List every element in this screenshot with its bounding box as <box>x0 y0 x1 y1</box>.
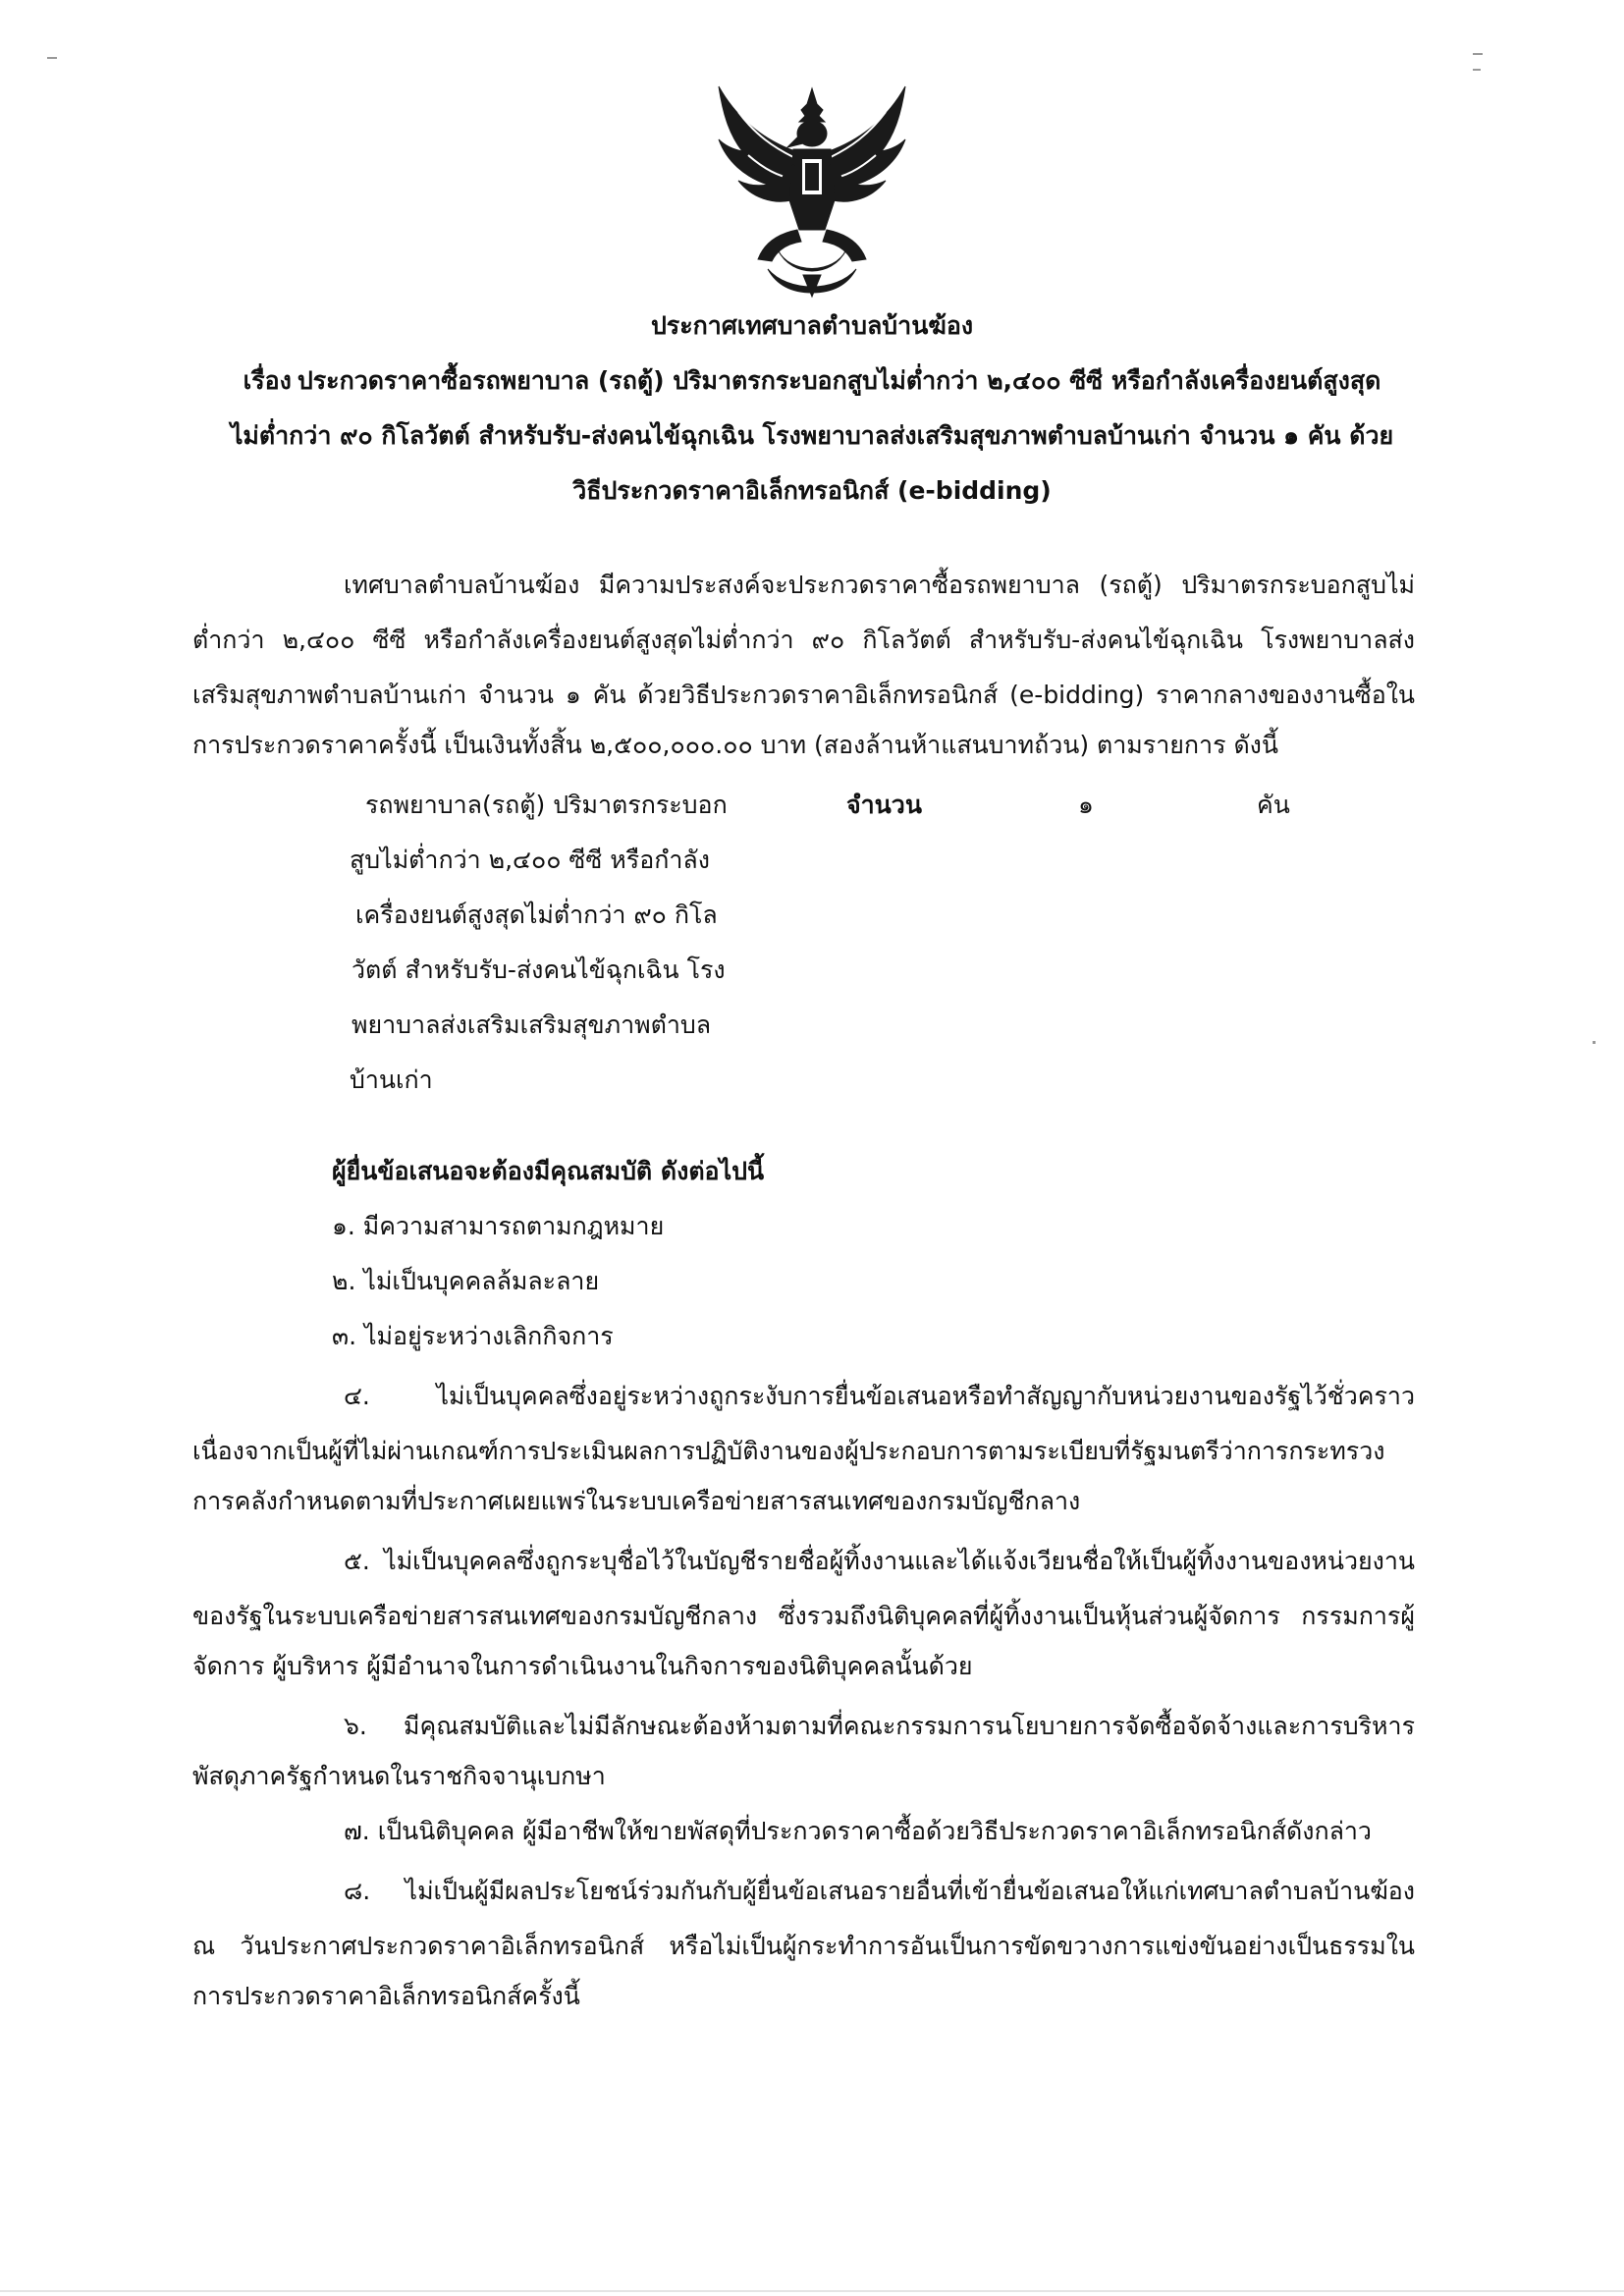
qualification-item-5-cont: จัดการ ผู้บริหาร ผู้มีอำนาจในการดำเนินงานในกิจการของนิติบุคคลนั้นด้วย <box>192 1652 973 1680</box>
qualification-item-5: ๕. ไม่เป็นบุคคลซึ่งถูกระบุชื่อไว้ในบัญชีรายชื่อผู้ทิ้งงานและได้แจ้งเวียนชื่อให้เป็นผู้ทิ้งงานของหน่วยงาน <box>344 1547 1415 1575</box>
qualification-item-4-cont: เนื่องจากเป็นผู้ที่ไม่ผ่านเกณฑ์การประเมินผลการปฏิบัติงานของผู้ประกอบการตามระเบียบที่รัฐมนตรีว่าการกระทรวง <box>192 1437 1385 1465</box>
intro-line-4: การประกวดราคาครั้งนี้ เป็นเงินทั้งสิ้น ๒,๕๐๐,๐๐๐.๐๐ บาท (สองล้านห้าแสนบาทถ้วน) ตามรายการ ดังนี้ <box>192 731 1278 759</box>
qualification-item-8-cont: ณ วันประกาศประกวดราคาอิเล็กทรอนิกส์ หรือไม่เป็นผู้กระทำการอันเป็นการขัดขวางการแข่งขันอย่างเป็นธรรมใน <box>192 1932 1415 1960</box>
item-qty-value: ๑ <box>1078 791 1094 819</box>
item-unit: คัน <box>1257 791 1290 819</box>
scan-mark <box>1473 69 1481 71</box>
qualification-item-6-cont: พัสดุภาครัฐกำหนดในราชกิจจานุเบกษา <box>192 1762 606 1790</box>
qualification-item-7: ๗. เป็นนิติบุคคล ผู้มีอาชีพให้ขายพัสดุที่ประกวดราคาซื้อด้วยวิธีประกวดราคาอิเล็กทรอนิกส์ดังกล่าว <box>344 1817 1372 1845</box>
qualification-item-8: ๘. ไม่เป็นผู้มีผลประโยชน์ร่วมกันกับผู้ยื่นข้อเสนอรายอื่นที่เข้ายื่นข้อเสนอให้แก่เทศบาลตำบลบ้านฆ้อง <box>344 1877 1415 1905</box>
scan-mark <box>1593 1041 1596 1044</box>
scan-mark <box>1473 53 1483 55</box>
item-description-line: พยาบาลส่งเสริมเสริมสุขภาพตำบล <box>352 1011 712 1039</box>
subject-line-2: ไม่ต่ำกว่า ๙๐ กิโลวัตต์ สำหรับรับ-ส่งคนไข้ฉุกเฉิน โรงพยาบาลส่งเสริมสุขภาพตำบลบ้านเก่า จำนวน ๑ คัน ด้วย <box>230 421 1394 450</box>
item-qty-label: จำนวน <box>846 791 922 819</box>
subject-line-3: วิธีประกวดราคาอิเล็กทรอนิกส์ (e-bidding) <box>572 476 1052 505</box>
garuda-emblem-icon <box>709 82 915 299</box>
item-description-line: เครื่องยนต์สูงสุดไม่ต่ำกว่า ๙๐ กิโล <box>355 901 718 929</box>
subject-label: เรื่อง <box>243 366 292 395</box>
item-description-line: บ้านเก่า <box>350 1066 433 1094</box>
qualification-item-1: ๑. มีความสามารถตามกฎหมาย <box>332 1212 665 1240</box>
scan-mark <box>47 57 57 59</box>
subject-line-1: เรื่อง ประกวดราคาซื้อรถพยาบาล (รถตู้) ปริมาตรกระบอกสูบไม่ต่ำกว่า ๒,๔๐๐ ซีซี หรือกำลังเครื่องยนต์สูงสุด <box>243 366 1381 395</box>
qualification-item-5-cont: ของรัฐในระบบเครือข่ายสารสนเทศของกรมบัญชีกลาง ซึ่งรวมถึงนิติบุคคลที่ผู้ทิ้งงานเป็นหุ้นส่วนผู้จัดการ กรรมการผู้ <box>192 1602 1415 1630</box>
qualification-item-8-cont: การประกวดราคาอิเล็กทรอนิกส์ครั้งนี้ <box>192 1982 580 2010</box>
qualifications-heading: ผู้ยื่นข้อเสนอจะต้องมีคุณสมบัติ ดังต่อไปนี้ <box>332 1157 765 1185</box>
qualification-item-4-cont: การคลังกำหนดตามที่ประกาศเผยแพร่ในระบบเครือข่ายสารสนเทศของกรมบัญชีกลาง <box>192 1487 1081 1515</box>
qualification-item-3: ๓. ไม่อยู่ระหว่างเลิกกิจการ <box>332 1322 614 1350</box>
item-description-line: วัตต์ สำหรับรับ-ส่งคนไข้ฉุกเฉิน โรง <box>352 956 726 984</box>
bottom-scan-edge <box>0 2290 1624 2292</box>
intro-line-2: ต่ำกว่า ๒,๔๐๐ ซีซี หรือกำลังเครื่องยนต์สูงสุดไม่ต่ำกว่า ๙๐ กิโลวัตต์ สำหรับรับ-ส่งคนไข้ฉุกเฉิน โรงพยาบาลส่ง <box>192 626 1415 654</box>
intro-line-1: เทศบาลตำบลบ้านฆ้อง มีความประสงค์จะประกวดราคาซื้อรถพยาบาล (รถตู้) ปริมาตรกระบอกสูบไม่ <box>344 571 1415 599</box>
intro-line-3: เสริมสุขภาพตำบลบ้านเก่า จำนวน ๑ คัน ด้วยวิธีประกวดราคาอิเล็กทรอนิกส์ (e-bidding) ราคากลางของงานซื้อใน <box>192 681 1415 709</box>
item-description-line: รถพยาบาล(รถตู้) ปริมาตรกระบอก <box>365 791 728 819</box>
qualification-item-2: ๒. ไม่เป็นบุคคลล้มละลาย <box>332 1267 600 1295</box>
qualification-item-6: ๖. มีคุณสมบัติและไม่มีลักษณะต้องห้ามตามที่คณะกรรมการนโยบายการจัดซื้อจัดจ้างและการบริหาร <box>344 1712 1415 1740</box>
announcement-title: ประกาศเทศบาลตำบลบ้านฆ้อง <box>650 311 974 340</box>
qualification-item-4: ๔. ไม่เป็นบุคคลซึ่งอยู่ระหว่างถูกระงับการยื่นข้อเสนอหรือทำสัญญากับหน่วยงานของรัฐไว้ชั่วคราว <box>344 1382 1415 1410</box>
item-description-line: สูบไม่ต่ำกว่า ๒,๔๐๐ ซีซี หรือกำลัง <box>350 846 710 874</box>
